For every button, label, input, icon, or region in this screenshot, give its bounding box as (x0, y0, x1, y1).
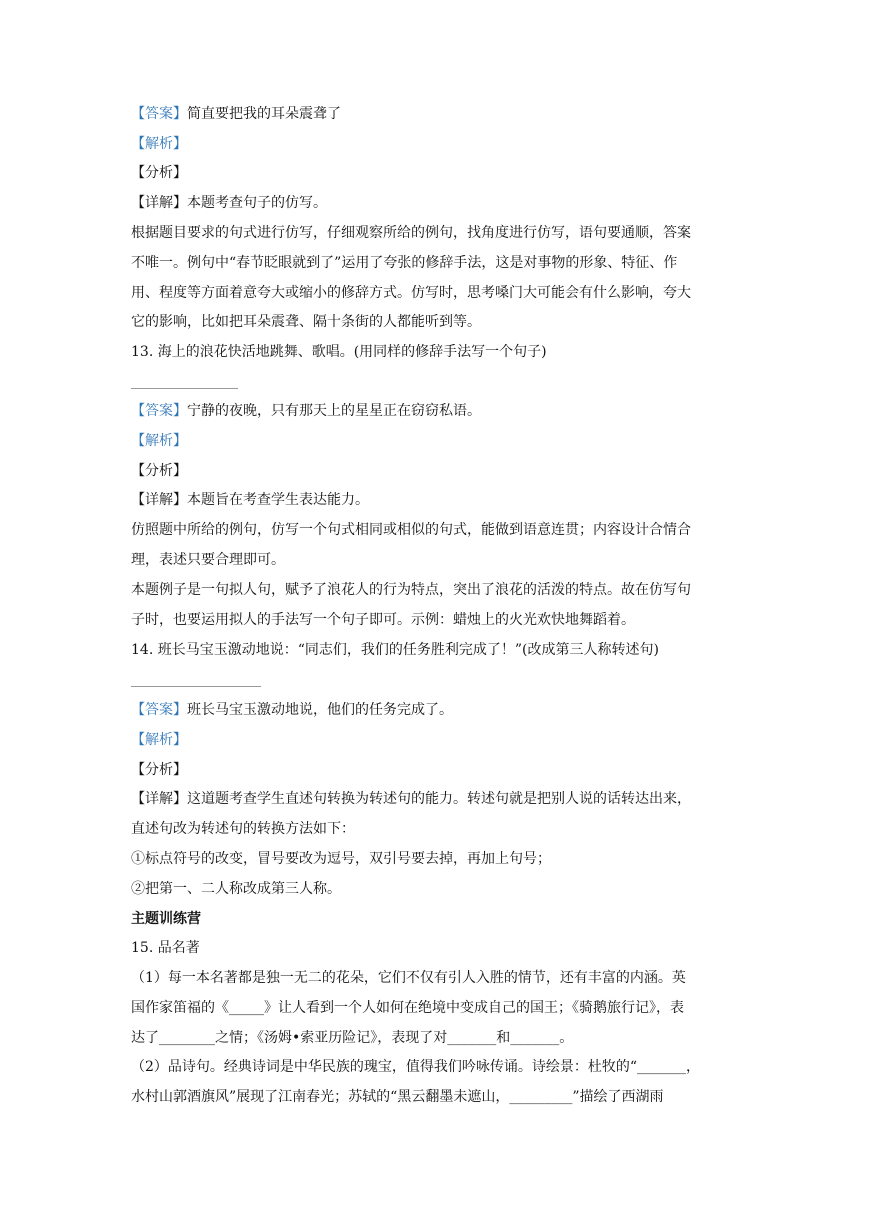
q14-para-line: 直述句改为转述句的转换方法如下： (131, 821, 355, 837)
q15-para-line: 水村山郭酒旗风”展现了江南春光；苏轼的“黑云翻墨未遮山，_________”描绘了西湖雨 (131, 1089, 664, 1105)
q13-analysis-label: 【解析】 (131, 433, 187, 449)
q12-answer-text: 简直要把我的耳朵震聋了 (187, 106, 341, 122)
q14-answer-line (131, 700, 453, 720)
q14-question: 14. 班长马宝玉激动地说：“同志们，我们的任务胜利完成了！”(改成第三人称转述句) (131, 642, 659, 658)
section-title: 主题训练营 (131, 911, 201, 927)
q13-para-line: 理，表述只要合理即可。 (131, 552, 285, 568)
q14-analysis-label: 【解析】 (131, 732, 187, 748)
q13-para-line: 本题例子是一句拟人句，赋予了浪花人的行为特点，突出了浪花的活泼的特点。故在仿写句 (131, 582, 691, 598)
q15-para-line: 达了________之情；《汤姆•索亚历险记》，表现了对_______和_______。 (131, 1030, 574, 1046)
q13-question: 13. 海上的浪花快活地跳舞、歌唱。(用同样的修辞手法写一个句子) (131, 344, 547, 360)
answer-label: 【答案】 (131, 403, 187, 419)
q12-analysis-label: 【解析】 (131, 136, 187, 152)
q12-para-line: 它的影响，比如把耳朵震聋、隔十条街的人都能听到等。 (131, 314, 481, 330)
q12-detail-line (131, 193, 327, 213)
answer-label: 【答案】 (131, 702, 187, 718)
q12-fenxi-label: 【分析】 (131, 165, 187, 181)
answer-label: 【答案】 (131, 106, 187, 122)
q13-answer-line (131, 401, 481, 421)
q12-para-line: 根据题目要求的句式进行仿写，仔细观察所给的例句，找角度进行仿写，语句要通顺，答案 (131, 225, 691, 241)
q13-para-line: 子时，也要运用拟人的手法写一个句子即可。示例：蜡烛上的火光欢快地舞蹈着。 (131, 612, 635, 628)
detail-label: 【详解】 (131, 791, 187, 807)
q15-para-line: （2）品诗句。经典诗词是中华民族的瑰宝，值得我们吟咏传诵。诗绘景：杜牧的“_______， (131, 1059, 701, 1075)
q13-para-line: 仿照题中所给的例句，仿写一个句式相同或相似的句式，能做到语意连贯；内容设计合情合 (131, 522, 691, 538)
q14-fenxi-label: 【分析】 (131, 762, 187, 778)
q13-fenxi-label: 【分析】 (131, 463, 187, 479)
q12-para-line: 不唯一。例句中“春节眨眼就到了”运用了夸张的修辞手法，这是对事物的形象、特征、作 (131, 255, 678, 271)
detail-label: 【详解】 (131, 195, 187, 211)
q13-detail-text: 本题旨在考查学生表达能力。 (187, 492, 369, 508)
q15-para-line: 国作家笛福的《_____》让人看到一个人如何在绝境中变成自己的国王；《骑鹅旅行记》，表 (131, 1000, 684, 1016)
q13-detail-line (131, 490, 369, 510)
q12-para-line: 用、程度等方面着意夸大或缩小的修辞方式。仿写时，思考嗓门大可能会有什么影响，夸大 (131, 285, 691, 301)
q15-question: 15. 品名著 (131, 940, 200, 956)
q14-para-line: ②把第一、二人称改成第三人称。 (131, 881, 341, 897)
q14-para-line: ①标点符号的改变，冒号要改为逗号，双引号要去掉，再加上句号； (131, 851, 551, 867)
q15-para-line: （1）每一本名著都是独一无二的花朵，它们不仅有引人入胜的情节，还有丰富的内涵。英 (131, 970, 686, 986)
q13-answer-blank (131, 388, 238, 389)
q14-answer-text: 班长马宝玉激动地说，他们的任务完成了。 (187, 702, 453, 718)
q14-detail-text: 这道题考查学生直述句转换为转述句的能力。转述句就是把别人说的话转达出来， (187, 791, 691, 807)
q12-detail-text: 本题考查句子的仿写。 (187, 195, 327, 211)
q12-answer-line (131, 104, 341, 124)
detail-label: 【详解】 (131, 492, 187, 508)
q14-detail-line (131, 789, 691, 809)
q13-answer-text: 宁静的夜晚，只有那天上的星星正在窃窃私语。 (187, 403, 481, 419)
q14-answer-blank (131, 686, 261, 687)
